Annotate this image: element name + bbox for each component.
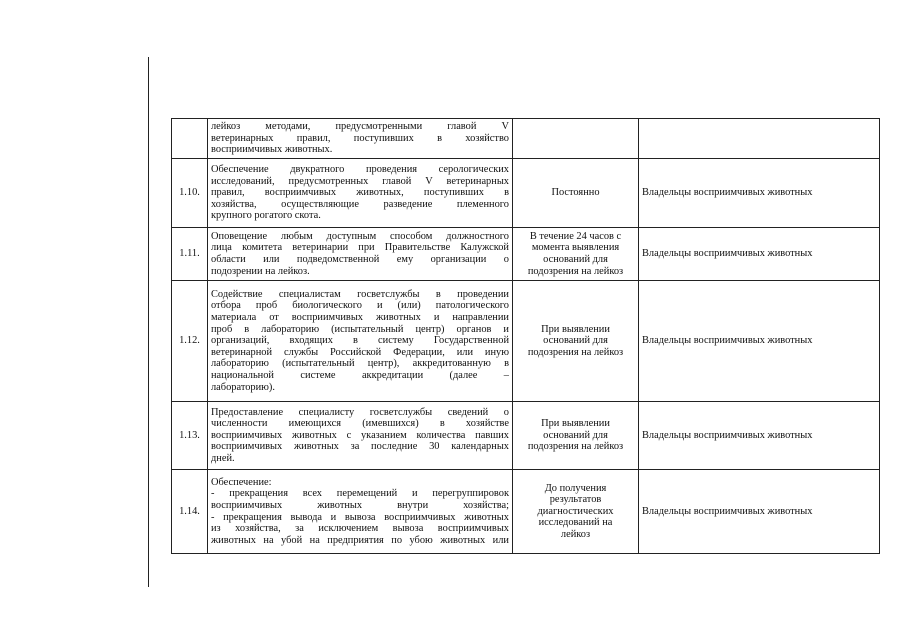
term-line: До получения bbox=[544, 482, 607, 494]
responsible-party: Владельцы восприимчивых животных bbox=[639, 402, 880, 470]
item-number: 1.12. bbox=[172, 281, 208, 402]
responsible-party bbox=[639, 119, 880, 159]
description-line: подозрении на лейкоз. bbox=[211, 265, 310, 277]
description-line: Обеспечение: bbox=[211, 476, 272, 488]
table-row bbox=[172, 228, 880, 281]
description-line: восприимчивых животных с указанием количества павших bbox=[211, 429, 509, 441]
term-line: подозрения на лейкоз bbox=[527, 346, 624, 358]
term-line: момента выявления bbox=[531, 242, 620, 254]
description-line: лейкоз методами, предусмотренными главой V bbox=[211, 121, 509, 133]
description-line: Предоставление специалисту госветслужбы сведений о bbox=[211, 406, 509, 418]
description-line: Оповещение любым доступным способом должностного bbox=[211, 230, 509, 242]
measure-term bbox=[513, 470, 639, 554]
measures-table-body bbox=[172, 119, 880, 554]
measure-description bbox=[208, 119, 513, 159]
measure-description bbox=[208, 159, 513, 228]
description-line: восприимчивых животных. bbox=[211, 144, 333, 156]
description-line: лабораторию (испытательный центр), аккредитованную в bbox=[211, 358, 509, 370]
term-line: лейкоз bbox=[560, 528, 591, 540]
measure-term bbox=[513, 159, 639, 228]
description-line: Обеспечение двукратного проведения серологических bbox=[211, 164, 509, 176]
table-row bbox=[172, 119, 880, 159]
description-line: из хозяйства, за исключением вывоза восприимчивых bbox=[211, 523, 509, 535]
description-line: лица комитета ветеринарии при Правительстве Калужской bbox=[211, 242, 509, 254]
responsible-party: Владельцы восприимчивых животных bbox=[639, 470, 880, 554]
description-line: - прекращения всех перемещений и перегруппировок bbox=[211, 488, 509, 500]
item-number: 1.10. bbox=[172, 159, 208, 228]
measure-term bbox=[513, 119, 639, 159]
measure-description bbox=[208, 281, 513, 402]
description-line: лабораторию). bbox=[211, 381, 275, 393]
description-line: дней. bbox=[211, 452, 235, 464]
item-number: 1.11. bbox=[172, 228, 208, 281]
description-line: проб в лабораторию (испытательный центр) органов и bbox=[211, 323, 509, 335]
measures-table bbox=[171, 118, 880, 554]
item-number: 1.14. bbox=[172, 470, 208, 554]
measure-term bbox=[513, 228, 639, 281]
responsible-party: Владельцы восприимчивых животных bbox=[639, 228, 880, 281]
term-line: подозрения на лейкоз bbox=[527, 441, 624, 453]
term-line: оснований для bbox=[543, 335, 608, 347]
responsible-party: Владельцы восприимчивых животных bbox=[639, 281, 880, 402]
description-line: ветеринарной службы Российской Федерации, или иную bbox=[211, 346, 509, 358]
responsible-party: Владельцы восприимчивых животных bbox=[639, 159, 880, 228]
measure-term bbox=[513, 281, 639, 402]
description-line: Содействие специалистам госветслужбы в проведении bbox=[211, 288, 509, 300]
term-line: оснований для bbox=[543, 254, 608, 265]
description-line: исследований, предусмотренных главой V ветеринарных bbox=[211, 175, 509, 187]
page-margin-line bbox=[148, 57, 149, 587]
measure-term bbox=[513, 402, 639, 470]
table-row bbox=[172, 281, 880, 402]
description-line: материала от восприимчивых животных и направлении bbox=[211, 312, 509, 324]
description-line: правил, восприимчивых животных, поступивших в bbox=[211, 187, 509, 199]
table-row bbox=[172, 470, 880, 554]
term-line: исследований на bbox=[538, 517, 613, 529]
term-line: При выявлении bbox=[541, 418, 610, 430]
description-line: ветеринарных правил, поступивших в хозяйство bbox=[211, 132, 509, 144]
term-line: диагностических bbox=[537, 505, 614, 517]
term-line: подозрения на лейкоз bbox=[527, 265, 624, 277]
description-line: хозяйства, осуществляющие разведение племенного bbox=[211, 198, 509, 210]
measure-description bbox=[208, 228, 513, 281]
description-line: национальной системе аккредитации (далее – bbox=[211, 369, 509, 381]
table-row bbox=[172, 159, 880, 228]
measure-description bbox=[208, 402, 513, 470]
item-number: 1.13. bbox=[172, 402, 208, 470]
description-line: отбора проб биологического и (или) патологического bbox=[211, 300, 509, 312]
description-line: численности имеющихся (имевшихся) в хозяйстве bbox=[211, 418, 509, 430]
description-line: восприимчивых животных за последние 30 календарных bbox=[211, 441, 509, 453]
term-line: Постоянно bbox=[551, 187, 600, 199]
measure-description bbox=[208, 470, 513, 554]
table-row bbox=[172, 402, 880, 470]
description-line: восприимчивых животных внутри хозяйства; bbox=[211, 499, 509, 511]
term-line: оснований для bbox=[543, 429, 608, 441]
description-line: - прекращения вывода и вывоза восприимчивых животных bbox=[211, 511, 509, 523]
description-line: организаций, входящих в систему Государственной bbox=[211, 335, 509, 347]
term-line: результатов bbox=[549, 494, 602, 506]
description-line: животных на убой на предприятия по убою животных или bbox=[211, 534, 509, 546]
term-line: При выявлении bbox=[541, 323, 610, 335]
description-line: области или подведомственной ему организации о bbox=[211, 254, 509, 265]
item-number bbox=[172, 119, 208, 159]
term-line: В течение 24 часов с bbox=[529, 230, 622, 242]
description-line: крупного рогатого скота. bbox=[211, 210, 321, 222]
